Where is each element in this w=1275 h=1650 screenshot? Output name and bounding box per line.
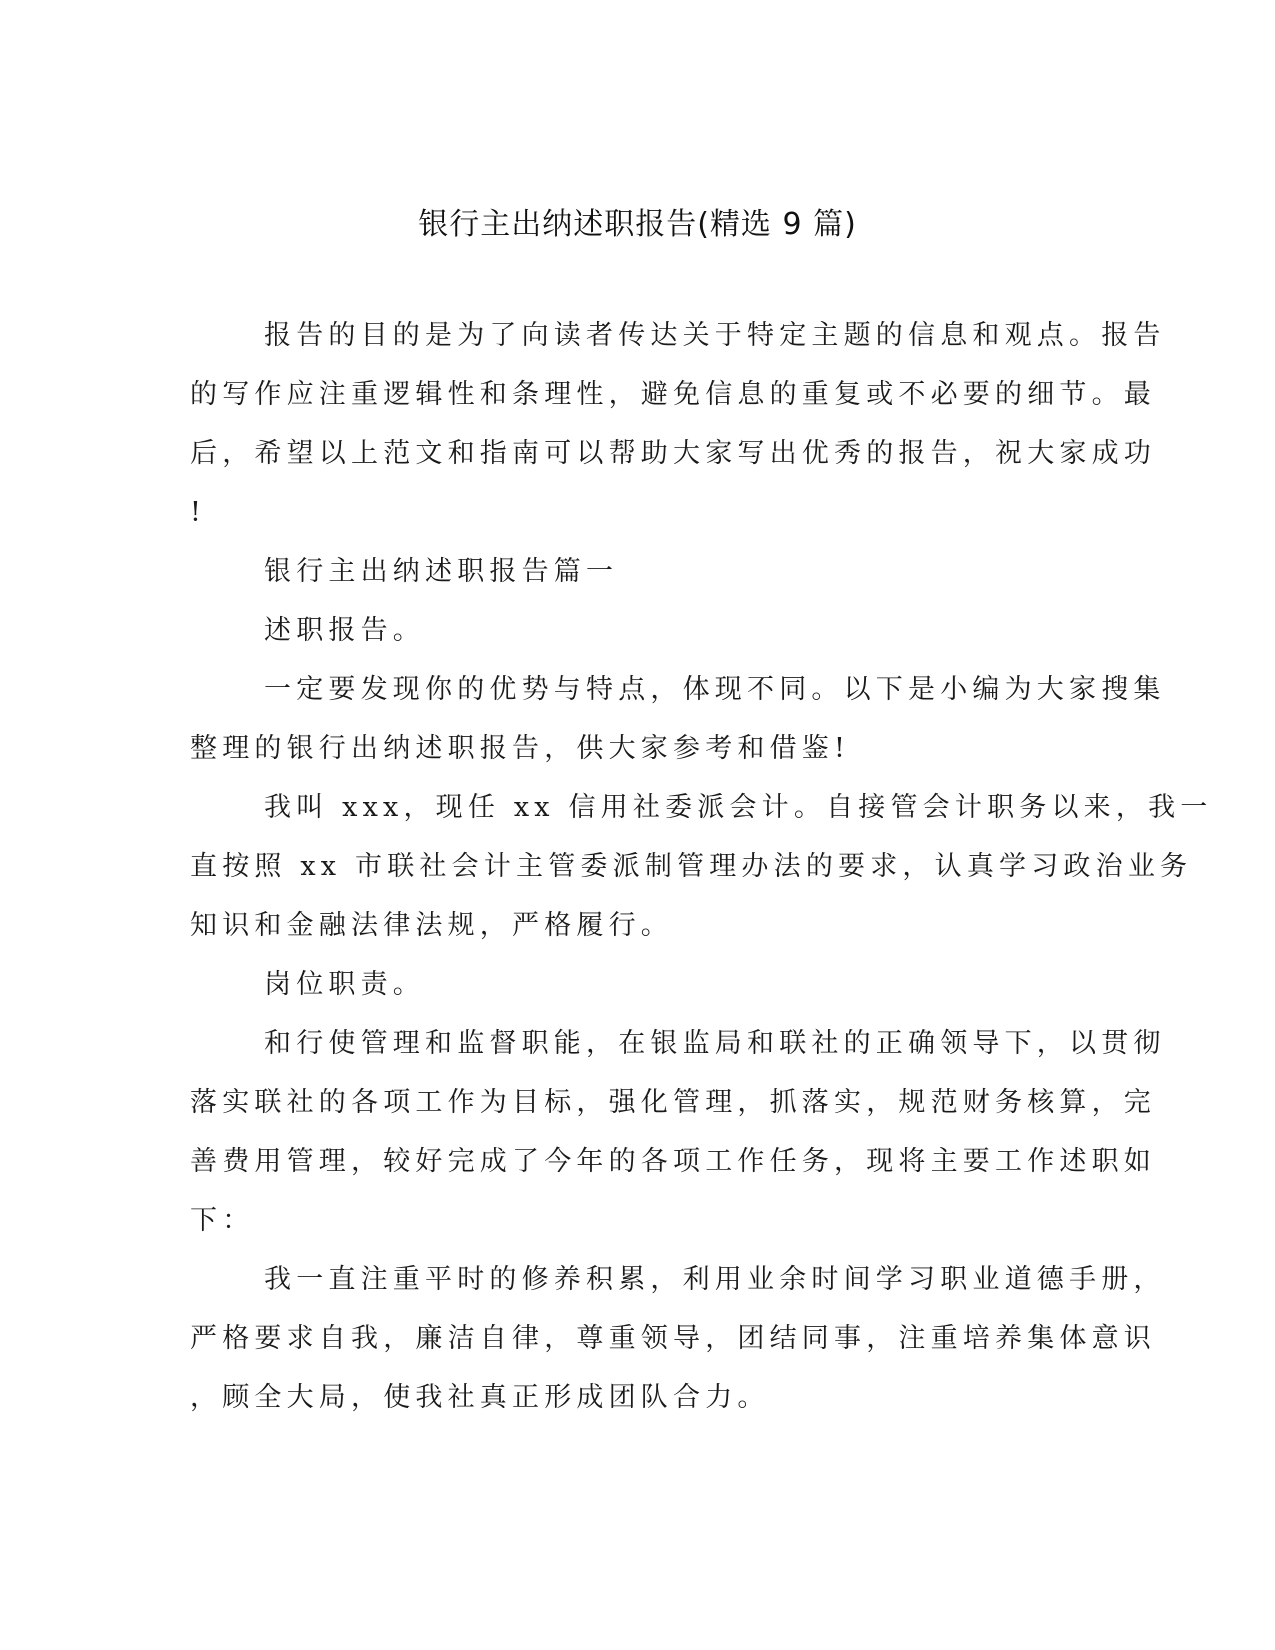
- paragraph-line: 严格要求自我，廉洁自律，尊重领导，团结同事，注重培养集体意识: [190, 1323, 1156, 1354]
- paragraph-line: 善费用管理，较好完成了今年的各项工作任务，现将主要工作述职如: [190, 1146, 1156, 1177]
- paragraph-line: 我叫 xxx，现任 xx 信用社委派会计。自接管会计职务以来，我一: [264, 792, 1213, 823]
- paragraph-line: 一定要发现你的优势与特点，体现不同。以下是小编为大家搜集: [264, 674, 1166, 705]
- paragraph-line: 落实联社的各项工作为目标，强化管理，抓落实，规范财务核算，完: [190, 1087, 1156, 1118]
- paragraph-line: 和行使管理和监督职能，在银监局和联社的正确领导下，以贯彻: [264, 1028, 1166, 1059]
- paragraph-line: 后，希望以上范文和指南可以帮助大家写出优秀的报告，祝大家成功: [190, 438, 1156, 469]
- paragraph-line: 岗位职责。: [264, 969, 425, 1000]
- paragraph-line: 述职报告。: [264, 615, 425, 646]
- section-heading: 银行主出纳述职报告篇一: [264, 556, 619, 587]
- document-title: 银行主出纳述职报告(精选 9 篇): [418, 207, 857, 242]
- paragraph-line: 知识和金融法律法规，严格履行。: [190, 910, 673, 941]
- paragraph-line: ，顾全大局，使我社真正形成团队合力。: [190, 1382, 770, 1413]
- paragraph-line: 我一直注重平时的修养积累，利用业余时间学习职业道德手册，: [264, 1264, 1166, 1295]
- paragraph-line: !: [190, 497, 207, 528]
- paragraph-line: 报告的目的是为了向读者传达关于特定主题的信息和观点。报告: [264, 320, 1166, 351]
- paragraph-line: 下：: [190, 1205, 255, 1236]
- paragraph-line: 的写作应注重逻辑性和条理性，避免信息的重复或不必要的细节。最: [190, 379, 1156, 410]
- paragraph-line: 整理的银行出纳述职报告，供大家参考和借鉴!: [190, 733, 851, 764]
- paragraph-line: 直按照 xx 市联社会计主管委派制管理办法的要求，认真学习政治业务: [190, 851, 1193, 882]
